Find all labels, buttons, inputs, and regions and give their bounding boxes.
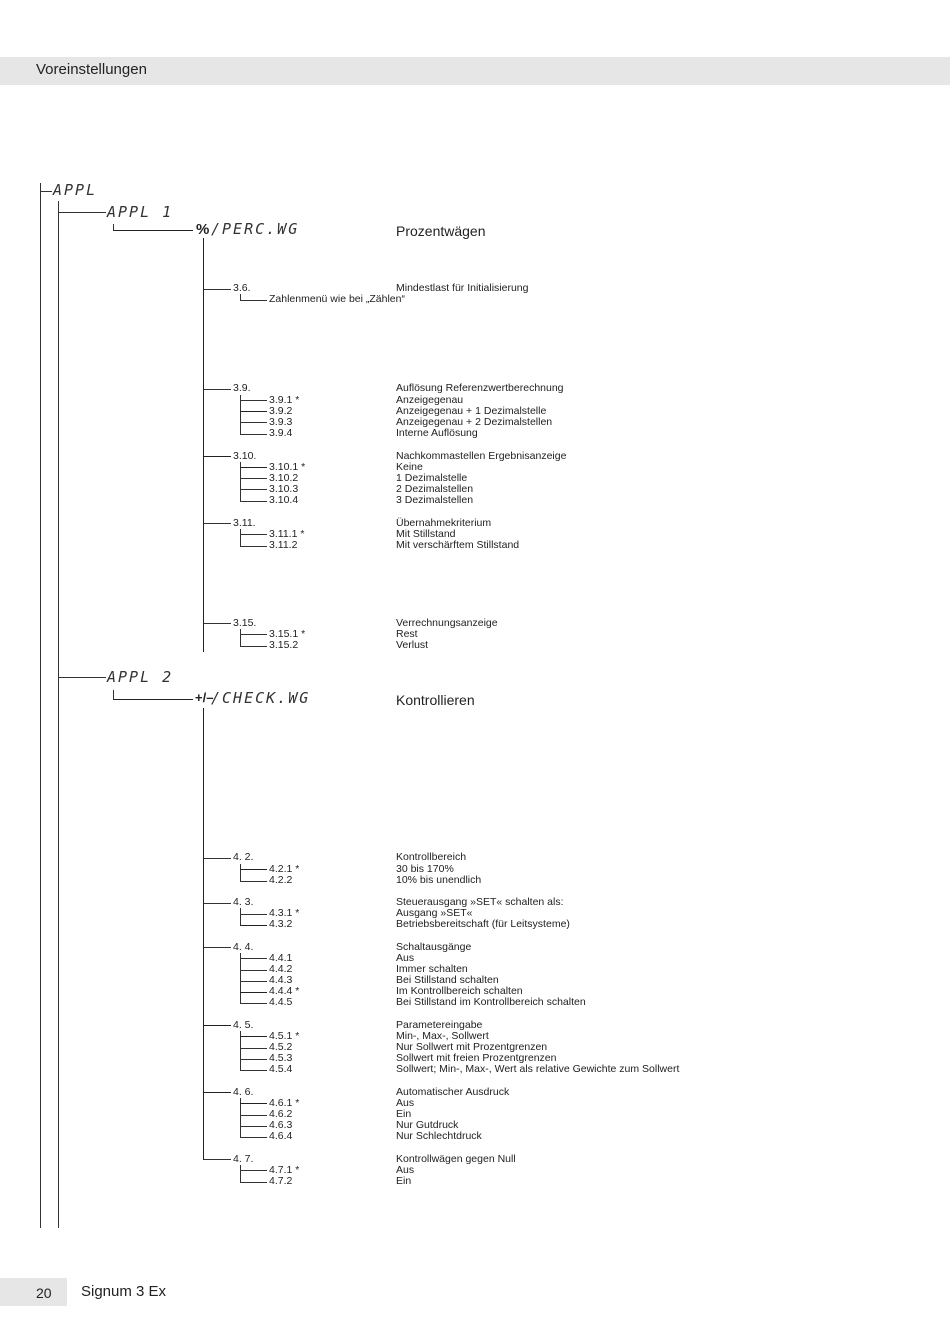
- branch-zahlenmenue: [240, 300, 267, 301]
- branch-4-5-3: [240, 1059, 267, 1060]
- desc-4-2-2: 10% bis unendlich: [396, 874, 482, 886]
- code-4-5-2: 4.5.2: [269, 1041, 293, 1053]
- desc-3-9-3: Anzeigegenau + 2 Dezimalstellen: [396, 416, 553, 428]
- desc-3-10: Nachkommastellen Ergebnisanzeige: [396, 450, 567, 462]
- plus-minus-symbol: +/–: [195, 690, 214, 705]
- desc-4-6-3: Nur Gutdruck: [396, 1119, 459, 1131]
- code-zahlenmenue: Zahlenmenü wie bei „Zählen“: [269, 293, 405, 305]
- desc-3-6: Mindestlast für Initialisierung: [396, 282, 529, 294]
- lcd-perc-wg: /PERC.WG: [211, 220, 300, 238]
- code-4-5-3: 4.5.3: [269, 1052, 293, 1064]
- branch-4-4-2: [240, 970, 267, 971]
- code-4-3: 4. 3.: [233, 896, 254, 908]
- tree-line-level1: [58, 201, 59, 1228]
- code-3-9-2: 3.9.2: [269, 405, 293, 417]
- desc-4-5-2: Nur Sollwert mit Prozentgrenzen: [396, 1041, 548, 1053]
- code-4-4-3: 4.4.3: [269, 974, 293, 986]
- branch-4-4: [204, 947, 231, 948]
- desc-4-7-1: Aus: [396, 1164, 415, 1176]
- code-4-5: 4. 5.: [233, 1019, 254, 1031]
- code-4-6-4: 4.6.4: [269, 1130, 293, 1142]
- branch-4-4-4: [240, 992, 267, 993]
- branch-3-10: [204, 456, 231, 457]
- branch-4-5: [204, 1025, 231, 1026]
- desc-3-10-2: 1 Dezimalstelle: [396, 472, 468, 484]
- sub-trunk-4-7: [240, 1165, 241, 1182]
- sub-trunk-4-2: [240, 864, 241, 881]
- branch-4-5-1: [240, 1036, 267, 1037]
- percent-symbol: %: [196, 221, 210, 238]
- code-4-6-1: 4.6.1 *: [269, 1097, 300, 1109]
- branch-3-9-1: [240, 400, 267, 401]
- desc-3-11-1: Mit Stillstand: [396, 528, 456, 540]
- branch-3-10-4: [240, 501, 267, 502]
- code-4-5-4: 4.5.4: [269, 1063, 293, 1075]
- code-3-15-1: 3.15.1 *: [269, 628, 306, 640]
- branch-4-3-1: [240, 914, 267, 915]
- code-4-3-2: 4.3.2: [269, 918, 293, 930]
- desc-4-4-5: Bei Stillstand im Kontrollbereich schalten: [396, 996, 586, 1008]
- desc-4-3: Steuerausgang »SET« schalten als:: [396, 896, 564, 908]
- code-3-9: 3.9.: [233, 382, 251, 394]
- branch-4-2: [204, 858, 231, 859]
- branch-4-7-2: [240, 1182, 267, 1183]
- desc-3-9: Auflösung Referenzwertberechnung: [396, 382, 564, 394]
- branch-4-5-4: [240, 1070, 267, 1071]
- code-3-10-3: 3.10.3: [269, 483, 299, 495]
- tree-line-root-h: [40, 191, 52, 192]
- desc-4-4-2: Immer schalten: [396, 963, 468, 975]
- code-4-6-3: 4.6.3: [269, 1119, 293, 1131]
- branch-3-10-3: [240, 489, 267, 490]
- desc-4-7: Kontrollwägen gegen Null: [396, 1153, 516, 1165]
- branch-3-15: [204, 623, 231, 624]
- desc-4-4: Schaltausgänge: [396, 941, 472, 953]
- section-title-kontrollieren: Kontrollieren: [396, 692, 475, 708]
- code-3-9-3: 3.9.3: [269, 416, 293, 428]
- code-3-10-2: 3.10.2: [269, 472, 299, 484]
- desc-4-3-1: Ausgang »SET«: [396, 907, 473, 919]
- branch-4-6-4: [240, 1137, 267, 1138]
- code-4-4-2: 4.4.2: [269, 963, 293, 975]
- desc-3-11-2: Mit verschärftem Stillstand: [396, 539, 520, 551]
- code-4-4-1: 4.4.1: [269, 952, 293, 964]
- desc-3-10-1: Keine: [396, 461, 423, 473]
- desc-4-6-4: Nur Schlechtdruck: [396, 1130, 482, 1142]
- desc-4-4-3: Bei Stillstand schalten: [396, 974, 499, 986]
- branch-4-4-1: [240, 958, 267, 959]
- sub-trunk-3-9: [240, 395, 241, 435]
- branch-3-15-2: [240, 646, 267, 647]
- desc-3-15-2: Verlust: [396, 639, 429, 651]
- branch-4-7-1: [240, 1170, 267, 1171]
- tree-line-root: [40, 183, 41, 1228]
- code-4-4-4: 4.4.4 *: [269, 985, 300, 997]
- tree-line-appl1-h: [58, 212, 106, 213]
- branch-3-9-3: [240, 422, 267, 423]
- desc-3-9-4: Interne Auflösung: [396, 427, 478, 439]
- tree-line-appl2-connector: [113, 699, 193, 700]
- lcd-appl: APPL: [53, 181, 98, 199]
- branch-4-6-2: [240, 1115, 267, 1116]
- code-3-15-2: 3.15.2: [269, 639, 299, 651]
- code-4-7-1: 4.7.1 *: [269, 1164, 300, 1176]
- branch-4-4-3: [240, 981, 267, 982]
- tree-line-appl1-connector: [113, 230, 193, 231]
- desc-4-3-2: Betriebsbereitschaft (für Leitsysteme): [396, 918, 570, 930]
- tree-line-appl1-trunk: [203, 238, 204, 652]
- desc-4-6-2: Ein: [396, 1108, 412, 1120]
- desc-3-15-1: Rest: [396, 628, 418, 640]
- code-3-9-4: 3.9.4: [269, 427, 293, 439]
- branch-4-3: [204, 903, 231, 904]
- code-4-6-2: 4.6.2: [269, 1108, 293, 1120]
- desc-4-2: Kontrollbereich: [396, 851, 467, 863]
- desc-4-2-1: 30 bis 170%: [396, 863, 454, 875]
- branch-3-11-1: [240, 534, 267, 535]
- code-3-11: 3.11.: [233, 517, 256, 529]
- branch-4-6-1: [240, 1103, 267, 1104]
- desc-4-5-4: Sollwert; Min-, Max-, Wert als relative Gewichte zum Sollwert: [396, 1063, 680, 1075]
- desc-4-7-2: Ein: [396, 1175, 412, 1187]
- footer-pagebox: [0, 1278, 67, 1306]
- code-4-4: 4. 4.: [233, 941, 254, 953]
- branch-3-10-2: [240, 478, 267, 479]
- code-3-11-2: 3.11.2: [269, 539, 298, 551]
- branch-4-6-3: [240, 1126, 267, 1127]
- desc-4-5-3: Sollwert mit freien Prozentgrenzen: [396, 1052, 557, 1064]
- desc-4-4-1: Aus: [396, 952, 415, 964]
- branch-4-6: [204, 1092, 231, 1093]
- code-3-11-1: 3.11.1 *: [269, 528, 305, 540]
- code-4-6: 4. 6.: [233, 1086, 254, 1098]
- branch-3-9-2: [240, 411, 267, 412]
- code-3-15: 3.15.: [233, 617, 257, 629]
- branch-3-11: [204, 523, 231, 524]
- branch-3-9-4: [240, 434, 267, 435]
- branch-4-4-5: [240, 1003, 267, 1004]
- code-4-7-2: 4.7.2: [269, 1175, 293, 1187]
- section-title-prozentwaegen: Prozentwägen: [396, 223, 486, 239]
- code-3-10-4: 3.10.4: [269, 494, 299, 506]
- branch-4-2-2: [240, 881, 267, 882]
- sub-trunk-4-4: [240, 953, 241, 1004]
- desc-3-15: Verrechnungsanzeige: [396, 617, 498, 629]
- branch-3-6: [204, 289, 231, 290]
- branch-4-2-1: [240, 869, 267, 870]
- desc-3-10-3: 2 Dezimalstellen: [396, 483, 474, 495]
- sub-trunk-3-15: [240, 629, 241, 646]
- page-number: 20: [36, 1285, 52, 1301]
- branch-4-5-2: [240, 1048, 267, 1049]
- lcd-appl2: APPL 2: [107, 668, 174, 686]
- tree-line-appl2-h: [58, 677, 106, 678]
- code-3-9-1: 3.9.1 *: [269, 394, 300, 406]
- code-4-3-1: 4.3.1 *: [269, 907, 300, 919]
- tree-line-appl2-hook: [113, 690, 114, 699]
- code-4-4-5: 4.4.5: [269, 996, 293, 1008]
- code-3-10-1: 3.10.1 *: [269, 461, 306, 473]
- desc-4-6-1: Aus: [396, 1097, 415, 1109]
- branch-3-9: [204, 389, 231, 390]
- desc-3-9-1: Anzeigegenau: [396, 394, 464, 406]
- code-4-5-1: 4.5.1 *: [269, 1030, 300, 1042]
- desc-3-11: Übernahmekriterium: [396, 517, 492, 529]
- code-4-7: 4. 7.: [233, 1153, 254, 1165]
- desc-4-4-4: Im Kontrollbereich schalten: [396, 985, 523, 997]
- desc-3-10-4: 3 Dezimalstellen: [396, 494, 474, 506]
- branch-3-10-1: [240, 467, 267, 468]
- branch-4-3-2: [240, 925, 267, 926]
- sub-trunk-3-11: [240, 529, 241, 546]
- page-title: Voreinstellungen: [36, 61, 147, 78]
- lcd-appl1: APPL 1: [107, 203, 174, 221]
- code-4-2-1: 4.2.1 *: [269, 863, 300, 875]
- desc-3-9-2: Anzeigegenau + 1 Dezimalstelle: [396, 405, 547, 417]
- code-4-2: 4. 2.: [233, 851, 254, 863]
- desc-4-5-1: Min-, Max-, Sollwert: [396, 1030, 489, 1042]
- lcd-check-wg: /CHECK.WG: [211, 689, 311, 707]
- code-3-10: 3.10.: [233, 450, 257, 462]
- branch-3-15-1: [240, 634, 267, 635]
- product-name: Signum 3 Ex: [81, 1283, 167, 1300]
- branch-4-7: [204, 1159, 231, 1160]
- branch-3-11-2: [240, 546, 267, 547]
- sub-trunk-4-3: [240, 908, 241, 925]
- desc-4-5: Parametereingabe: [396, 1019, 483, 1031]
- desc-4-6: Automatischer Ausdruck: [396, 1086, 510, 1098]
- code-4-2-2: 4.2.2: [269, 874, 293, 886]
- code-3-6: 3.6.: [233, 282, 251, 294]
